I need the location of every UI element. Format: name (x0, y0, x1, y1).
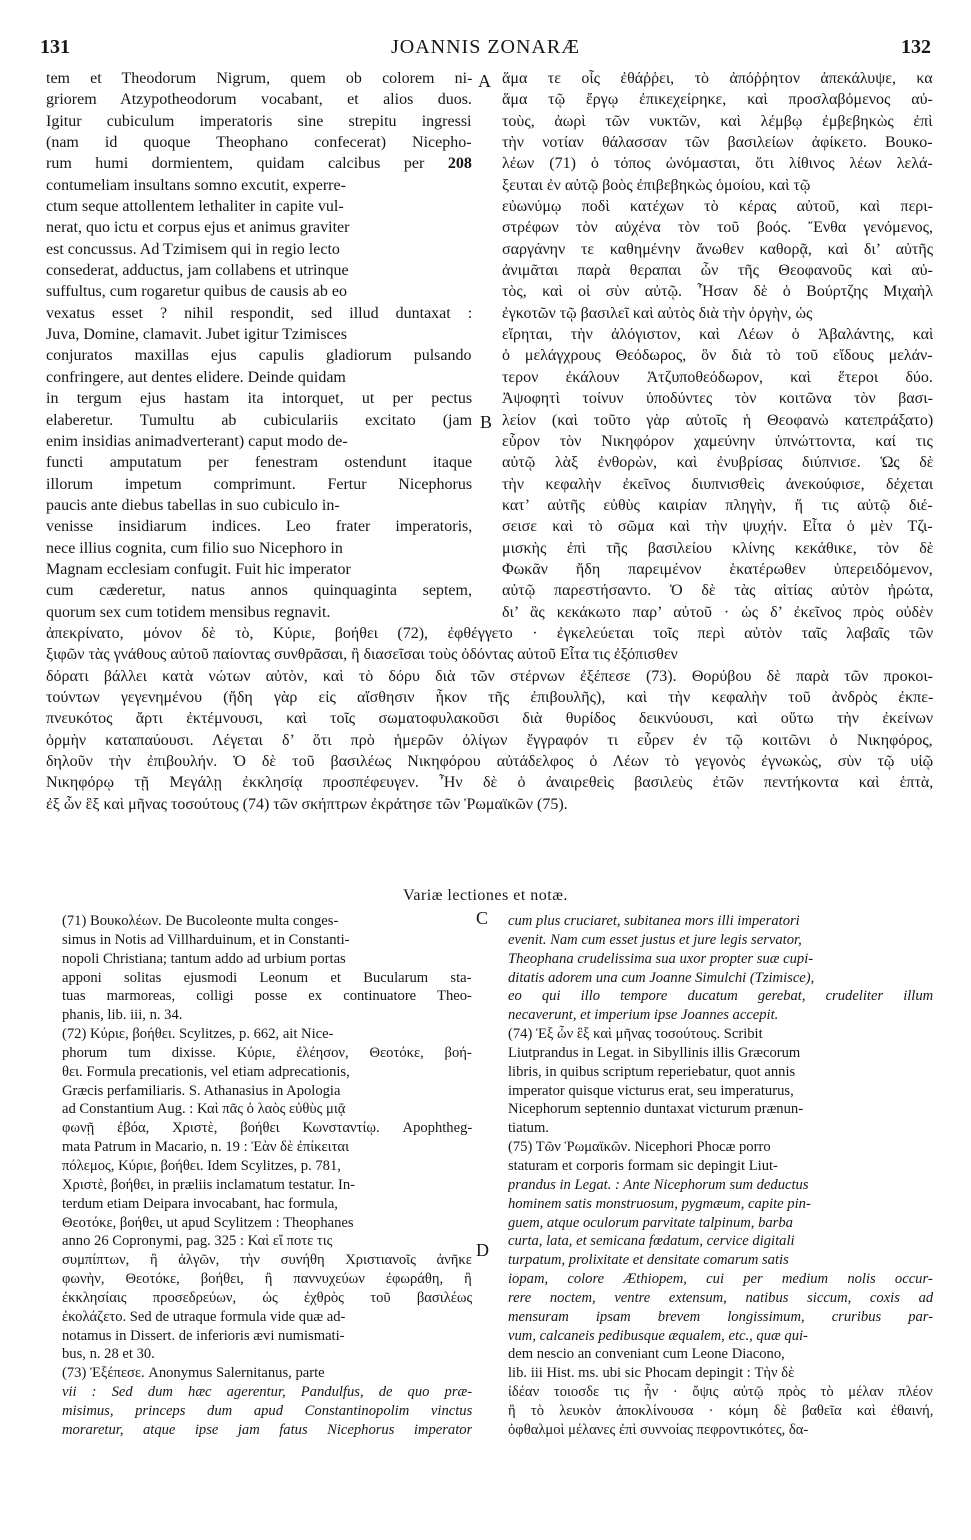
margin-letter-b: B (480, 412, 493, 432)
text-line: contumeliam insultans somno excutit, experre- (46, 176, 346, 194)
text-line: ἐκολάζετο. Sed de utraque formula vide quæ ad- (62, 1308, 346, 1325)
text-line: dem nescio an conveniant cum Leone Diacono, (508, 1346, 785, 1363)
text-line: eo qui illo tempore ducatum gerebat, crudeliter illum (508, 988, 933, 1005)
text-line: libris, in quibus scriptum reperiebatur, quot annis (508, 1063, 796, 1080)
text-line: staturam et corporis formam sic depingit Liut- (508, 1157, 778, 1174)
text-line: Liutprandus in Legat. in Sibyllinis illis Græcorum (508, 1044, 801, 1061)
text-line: τὸς, καὶ οἱ σὺν αὐτῷ. Ἦσαν δὲ ὁ Βούρτζης Μιχαὴλ (502, 283, 933, 301)
text-line: τούντων γεγενημένου (ἤδη γὰρ εἰς αἴσθησιν ἧκον τῆς ἐπιβουλῆς), καὶ τὴν κεφαλὴν τοῦ ἀνδρὸς ἐκπε- (46, 689, 933, 707)
text-line: ἢ τὸ λευκὸν ἀποκλίνουσα · κόμη δὲ βαθεῖα καὶ ἐθαινή, (508, 1402, 933, 1419)
text-line: moraretur, atque ipse jam fatus Nicephorus imperator (62, 1421, 472, 1438)
text-line: σεισε καὶ τὸ σῶμα καὶ τὴν ψυχήν. Εἶτα ὁ μὲν Τζι- (502, 518, 933, 536)
text-line: mensuram ipsam brevem longissimum, cruribus par- (508, 1308, 933, 1325)
text-line: Nicephorum septennio duntaxat victurum prænun- (508, 1101, 804, 1118)
text-line: Juva, Domine, clamavit. Jubet igitur Tzimisces (46, 326, 347, 344)
text-line: Θεοτόκε, βοήθει, ut apud Scylitzem : Theophanes (62, 1214, 354, 1231)
text-line: (nam id quoque Theophano confecerat) Nicepho- (46, 134, 472, 152)
text-line: τὴν κεφαλὴν ἐκεῖνος διυπνισθεὶς ἀνεκούφισε, δέχεται (502, 475, 933, 493)
greek-text-column (502, 68, 933, 628)
text-line: ἰδέαν τοιοσδε τις ἦν · ὄψις αὐτῷ πρὸς τὸ μέλαν πλέον (508, 1384, 933, 1401)
text-line: ἐξ ὧν ἓξ καὶ μῆνας τοσούτους (74) τῶν σκήπτρων ἐκράτησε τῶν Ῥωμαϊκῶν (75). (46, 795, 568, 813)
right-page-number: 132 (901, 36, 931, 58)
text-line: imperator quisque victurus erat, seu imperaturus, (508, 1082, 794, 1099)
text-line: εὗρον τὸν Νικηφόρον χαμεύνην ὑπνώττοντα, καί τις (502, 432, 933, 450)
text-line: δηλοῦν τὴν ἐπιβουλήν. Ὁ δὲ τοῦ βασιλέως Νικηφόρου αὐτάδελφος ὁ Λέων τὸ γεγονὸς ἐγνωκὼς, σὺν τῷ υἱῷ (46, 753, 933, 771)
text-line: ὁ μελάγχρους Θεόδωρος, ὃν διὰ τὸ τοῦ εἴδους μελάν- (502, 347, 933, 365)
text-line: elaberetur. Tumultu ab cubiculariis excitato (jam (46, 411, 472, 429)
text-line: (74) Ἐξ ὧν ἓξ καὶ μῆνας τοσούτους. Scribit (508, 1026, 763, 1043)
notes-left-column (62, 912, 472, 1452)
text-line: rum humi dormientem, quidam calcibus per 208 (46, 155, 472, 173)
margin-letter-c: C (476, 908, 489, 928)
text-line: (71) Βουκολέων. De Bucoleonte multa conges- (62, 913, 339, 929)
text-line: vum, calcaneis pedibusque æqualem, etc., quæ qui- (508, 1327, 808, 1344)
text-line: ad Constantium Aug. : Καὶ πᾶς ὁ λαὸς εὐθὺς μιᾷ (62, 1101, 346, 1118)
text-line: in tergum ejus hastam ita intorquet, ut per pectus (46, 390, 472, 408)
text-line: δι’ ἃς κεκάκωτο παρ’ αὐτοῦ · ὡς δ’ ἐκεῖνος πρὸς οὐδὲν (502, 603, 933, 621)
text-line: πόλεμος, Κύριε, βοήθει. Idem Scylitzes, p. 781, (62, 1157, 341, 1174)
notes-section-title: Variæ lectiones et notæ. (403, 887, 568, 904)
text-line: Igitur cubiculum imperatoris sine strepitu ingressi (46, 112, 472, 130)
text-line: τοὺς, ἀωρὶ τῶν νυκτῶν, καὶ λέμβῳ ἐμβεβηκὼς ἐπὶ (502, 112, 933, 130)
text-line: hominem satis monstruosum, pygmæum, capite pin- (508, 1195, 811, 1212)
text-line: ἐγκοτῶν τῷ βασιλεῖ καὶ αὐτὸς διὰ τὴν ὀργὴν, ὡς (502, 304, 813, 322)
text-line: ἐκκλησίαις προσεδρεύων, ὡς ἐχθρὸς τοῦ βασιλέως (62, 1289, 472, 1306)
running-header (40, 36, 931, 60)
text-line: λέων (71) ὁ τόπος ὠνόμασται, ὅτι λίθινος λέων λελά- (502, 155, 933, 173)
text-line: (73) Ἐξέπεσε. Anonymus Salernitanus, parte (62, 1365, 325, 1382)
text-line: ξευται ἐν αὐτῷ βοὸς ἐπιβεβηκὼς ὁμοίου, καὶ τῷ (502, 176, 811, 194)
text-line: lib. iii Hist. ms. ubi sic Phocam depingit : Τὴν δὲ (508, 1365, 795, 1382)
left-page-number: 131 (40, 36, 70, 58)
text-line: αὐτῷ λὰξ ἐνθορὼν, καὶ ἐνυβρίσας διύπνισε. Ὡς δὲ (502, 454, 933, 472)
text-line: ὀφθαλμοὶ μέλανες ἐπὶ συννοίας πεφροντικότες, δα- (508, 1421, 809, 1438)
text-line: θει. Formula precationis, vel etiam adprecationis, (62, 1063, 350, 1080)
greek-text-full-width (46, 623, 933, 823)
text-line: mata Patrum in Macario, n. 19 : Ἐὰν δὲ ἐπίκειται (62, 1139, 350, 1156)
text-line: bus, n. 28 et 30. (62, 1346, 155, 1363)
text-line: confringere, aut dentes elidere. Deinde quidam (46, 368, 346, 386)
text-line: misimus, princeps dum apud Constantinopolim vinctus (62, 1402, 472, 1419)
notes-right-column (508, 912, 933, 1452)
text-line: est concussus. Ad Tzimisem qui in regio lecto (46, 240, 340, 258)
text-line: Magnam ecclesiam confugit. Fuit hic imperator (46, 560, 351, 578)
text-line: cum plus cruciaret, subitanea mors illi imperatori (508, 913, 800, 929)
text-line: necaverunt, et imperium ipse Joannes accepit. (508, 1007, 779, 1024)
text-line: Theophana crudelissima sua uxor propter suæ cupi- (508, 950, 814, 967)
text-line: phanis, lib. iii, n. 34. (62, 1007, 183, 1024)
text-line: tuas marmoreas, colligi posse ex continuatore Theo- (62, 988, 472, 1005)
text-line: vexatus esset ? nihil respondit, sed illud duntaxat : (46, 304, 472, 322)
text-line: Ἀψοφητὶ τοίνυν ὑποδύντες τὸν κοιτῶνα τὸν βασι- (502, 390, 933, 408)
text-line: nece illius cognita, cum filio suo Nicephoro in (46, 539, 343, 557)
text-line: turpatum, prolixitate et densitate comarum satis (508, 1252, 789, 1269)
text-line: (75) Τῶν Ῥωμαϊκῶν. Nicephori Phocæ porro (508, 1139, 771, 1156)
text-line: enim insidias animadverterant) caput modo de- (46, 432, 348, 450)
text-line: (72) Κύριε, βοήθει. Scylitzes, p. 662, ait Nice- (62, 1026, 334, 1043)
text-line: suffultus, cum rogaretur quibus de causis ab eo (46, 283, 347, 301)
text-line: μισκὴς ἐπὶ τῆς βασιλείου κλίνης κεκάθικε, τὸν δὲ (502, 539, 933, 557)
text-line: Φωκᾶν ἤδη παρειμένον ἑκατέρωθεν ὑπερειδόμενον, (502, 560, 933, 578)
text-line: Græcis perfamiliaris. S. Athanasius in Apologia (62, 1082, 341, 1099)
margin-letter-a: A (478, 71, 491, 91)
text-line: ὁρμὴν καταπαύουσι. Λέγεται δ’ ὅτι πρὸ ἡμερῶν ὀλίγων ἔγγραφόν τι εὗρεν ἐν τῷ κοιτῶνι ὁ Νικηφόρος, (46, 731, 933, 749)
text-line: στρέφων τὸν αὐχένα τὸν τοῦ βοός. Ἔνθα γενόμενος, (502, 219, 933, 237)
text-line: anno 26 Copronymi, pag. 325 : Καὶ εἴ ποτε τις (62, 1233, 333, 1250)
text-line: guem, atque oculorum parvitate talpinum, barba (508, 1214, 793, 1231)
text-line: εἴρηται, τὴν ἀλόγιστον, καὶ Λέων ὁ Ἀβαλάντης, καὶ (502, 326, 933, 344)
text-line: iopam, colore Æthiopem, cui per medium nolis occur- (508, 1271, 933, 1288)
text-line: δόρατι βάλλει κατὰ νώτων αὐτὸν, καὶ τὸ δόρυ διὰ τῶν στέρνων ἐξέπεσε (73). Θορύβου δὲ παρὰ τῶν προκοι- (46, 667, 933, 685)
text-line: nerat, quo ictu et corpus ejus et animus graviter (46, 219, 350, 237)
text-line: simus in Notis ad Villharduinum, et in Constanti- (62, 931, 350, 948)
running-title: JOANNIS ZONARÆ (390, 36, 580, 58)
text-line: αὐτῷ παρεστήσαντο. Ὁ δὲ τὰς αἰτίας αὐτὸν ἠρώτα, (502, 582, 933, 600)
margin-letter-d: D (476, 1240, 489, 1260)
text-line: curta, lata, et semicana fœdatum, cervice digitali (508, 1233, 795, 1250)
text-line: ἀνιμᾶται παρὰ θεραπαι ὧν τῆς Θεοφανοῦς καὶ αὐ- (502, 262, 933, 280)
text-line: φωνὴν, Θεοτόκε, βοήθει, ἢ παννυχεύων ἐφωράθη, ἢ (62, 1271, 472, 1288)
text-line: σαργάνην τε καθημένην ἄνωθεν καθορᾷ, καὶ δι’ αὐτῆς (502, 240, 933, 258)
text-line: εὐωνύμῳ ποδὶ κατέχων τὸ κέρας αὐτοῦ, καὶ περι- (502, 198, 933, 216)
text-line: τὴν νοτίαν θάλασσαν τῶν βασιλείων ἀφίκετο. Βουκο- (502, 134, 933, 152)
text-line: cum cæderetur, natus annos quinquaginta septem, (46, 582, 472, 600)
text-line: consederat, adductus, jam collabens et utrinque (46, 262, 349, 280)
text-line: conjuratos maxillas ejus capulis gladiorum pulsando (46, 347, 472, 365)
folio-number: 208 (447, 155, 472, 173)
text-line: Χριστὲ, βοήθει, in præliis inclamatum testatur. In- (62, 1176, 355, 1193)
text-line: ditatis adorem una cum Joanne Simulchi (Tzimisce), (508, 969, 815, 986)
text-line: terdum etiam Deipara invocabant, hac formula, (62, 1195, 338, 1212)
text-line: paucis ante diebus tabellas in suo cubiculo in- (46, 496, 340, 514)
text-line: notamus in Dissert. de inferioris ævi numismati- (62, 1327, 345, 1344)
text-line: ἅμα τῷ ἔργῳ ἐπικεχείρηκε, καὶ προσλαβόμενος αὐ- (502, 91, 933, 109)
text-line: venisse insidiarum indices. Leo frater imperatoris, (46, 518, 472, 536)
text-line: evenit. Nam cum esset justus et jure legis servator, (508, 931, 802, 948)
text-line: phorum tum dixisse. Κύριε, ἐλέησον, Θεοτόκε, βοή- (62, 1044, 472, 1061)
text-line: πνευκότος ἄρτι ἐκτέμνουσι, καὶ τοῖς σωματοφυλακοῦσι διὰ θυρίδος δεικνύουσι, καὶ οὕτω τὴν ἐκείνων (46, 710, 933, 728)
text-line: τερον ἐκάλουν Ἀτζυποθεόδωρον, καὶ ἕτεροι δύο. (502, 368, 933, 386)
text-line: griorem Atzypotheodorum vocabant, et alios duos. (46, 91, 472, 109)
text-line: rere noctem, ventre extensum, natibus siccum, coxis ad (508, 1289, 933, 1306)
text-line: ἀπεκρίνατο, μόνον δὲ τὸ, Κύριε, βοήθει (72), ἐφθέγγετο · ἐγκελεύεται τοῖς περὶ αὐτὸν ταῖς λαβαῖς τῶν (46, 625, 933, 642)
text-line: quorum sex cum totidem mensibus regnavit. (46, 603, 331, 621)
text-line: Νικηφόρῳ τῇ Μεγάλῃ ἐκκλησίᾳ προσπέφευγεν. Ἦν δὲ ὁ ἀναιρεθεὶς βασιλεὺς ἐτῶν πεντήκοντα καὶ ἑπτὰ, (46, 774, 933, 792)
text-line: ἅμα τε οἷς ἐθάῤῥει, τὸ ἀπόῤῥητον ἀπεκάλυψε, κα (502, 70, 933, 87)
text-line: functi amputatum per fenestram ostendunt itaque (46, 454, 472, 472)
text-line: apponi solitas ejusmodi Leonum et Bucularum sta- (62, 969, 472, 986)
latin-translation-column (46, 68, 472, 628)
text-line: tiatum. (508, 1120, 549, 1137)
text-line: tem et Theodorum Nigrum, quem ob colorem ni- (46, 70, 472, 87)
text-line: κατ’ αὐτῆς εὐθὺς καιρίαν πληγὴν, ἥ τις αὐτῷ διέ- (502, 496, 933, 514)
text-line: φωνῇ ἐβόα, Χριστὲ, βοήθει Κωνσταντίῳ. Apophtheg- (62, 1120, 472, 1137)
text-line: ctum seque attollentem lethaliter in capite vul- (46, 198, 344, 216)
text-line: ξιφῶν τὰς γνάθους αὐτοῦ παίοντας συνθρᾶσαι, ἢ διασεῖσαι τοὺς ὀδόντας αὐτοῦ Εἶτα τις ἐξόπισθεν (46, 646, 678, 664)
text-line: vii : Sed dum hæc agerentur, Pandulfus, de quo præ- (62, 1384, 472, 1401)
text-line: illorum impetum comprimunt. Fertur Nicephorus (46, 475, 472, 493)
text-line: λείον (καὶ τοῦτο γὰρ αὐτοῖς ἡ Θεοφανὼ κατεπράξατο) (502, 411, 933, 429)
text-line: prandus in Legat. : Ante Nicephorum sum deductus (508, 1176, 809, 1193)
text-line: nopoli Christiana; tantum addo ad urbium portas (62, 950, 346, 967)
text-line: συμπίπτων, ἢ ἀλγῶν, τὴν συνήθη Χριστιανοῖς ἀνῆκε (62, 1252, 472, 1269)
